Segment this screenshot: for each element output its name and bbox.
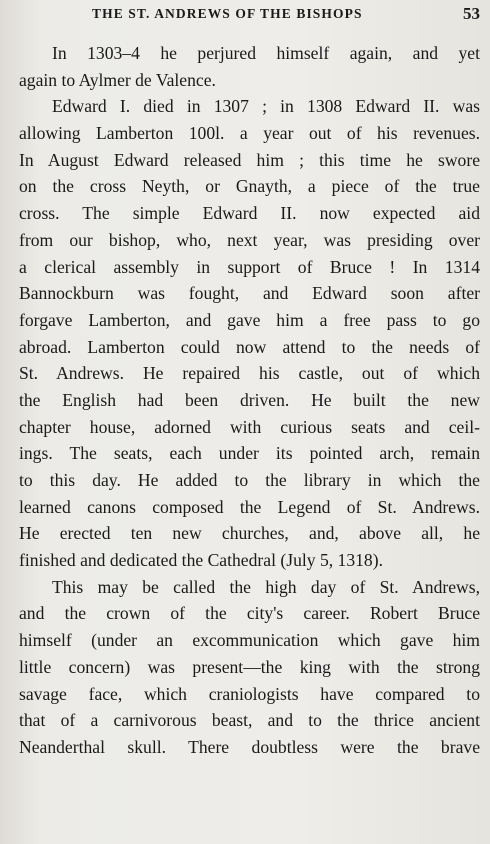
- text-line: a clerical assembly in support of Bruce ! In 1314: [19, 256, 480, 277]
- text-line: learned canons composed the Legend of St. Andrews.: [19, 496, 480, 517]
- text-line: Bannockburn was fought, and Edward soon after: [19, 283, 480, 304]
- text-line: abroad. Lamberton could now attend to the needs of: [19, 336, 480, 357]
- text-line: forgave Lamberton, and gave him a free pass to go: [19, 309, 480, 330]
- text-line: allowing Lamberton 100l. a year out of his revenues.: [19, 123, 480, 144]
- text-line: St. Andrews. He repaired his castle, out of which: [19, 363, 480, 384]
- text-line: on the cross Neyth, or Gnayth, a piece of the true: [19, 176, 480, 197]
- text-line: chapter house, adorned with curious seats and ceil-: [19, 416, 480, 437]
- text-line: In 1303–4 he perjured himself again, and yet: [52, 43, 480, 63]
- text-line: again to Aylmer de Valence.: [19, 69, 216, 90]
- text-line: himself (under an excommunication which gave him: [19, 630, 480, 651]
- body-text: [19, 40, 480, 761]
- page-number: 53: [463, 4, 480, 23]
- text-line: that of a carnivorous beast, and to the thrice ancient: [19, 710, 480, 731]
- text-line: Neanderthal skull. There doubtless were the brave: [19, 736, 480, 757]
- text-line: In August Edward released him ; this time he swore: [19, 149, 480, 170]
- text-line: ings. The seats, each under its pointed arch, remain: [19, 443, 480, 464]
- text-line: This may be called the high day of St. Andrews,: [52, 576, 480, 597]
- text-line: cross. The simple Edward II. now expected aid: [19, 203, 480, 224]
- running-title: THE ST. ANDREWS OF THE BISHOPS: [92, 6, 363, 21]
- text-line: from our bishop, who, next year, was presiding over: [19, 229, 480, 250]
- running-head: [0, 6, 490, 28]
- text-line: the English had been driven. He built the new: [19, 389, 480, 410]
- text-line: to this day. He added to the library in which the: [19, 470, 480, 490]
- text-line: Edward I. died in 1307 ; in 1308 Edward II. was: [52, 96, 480, 117]
- text-line: little concern) was present—the king with the strong: [19, 656, 480, 677]
- text-line: finished and dedicated the Cathedral (July 5, 1318).: [19, 550, 383, 571]
- text-line: He erected ten new churches, and, above all, he: [19, 523, 480, 544]
- text-line: and the crown of the city's career. Robert Bruce: [19, 603, 480, 624]
- text-line: savage face, which craniologists have compared to: [19, 683, 480, 704]
